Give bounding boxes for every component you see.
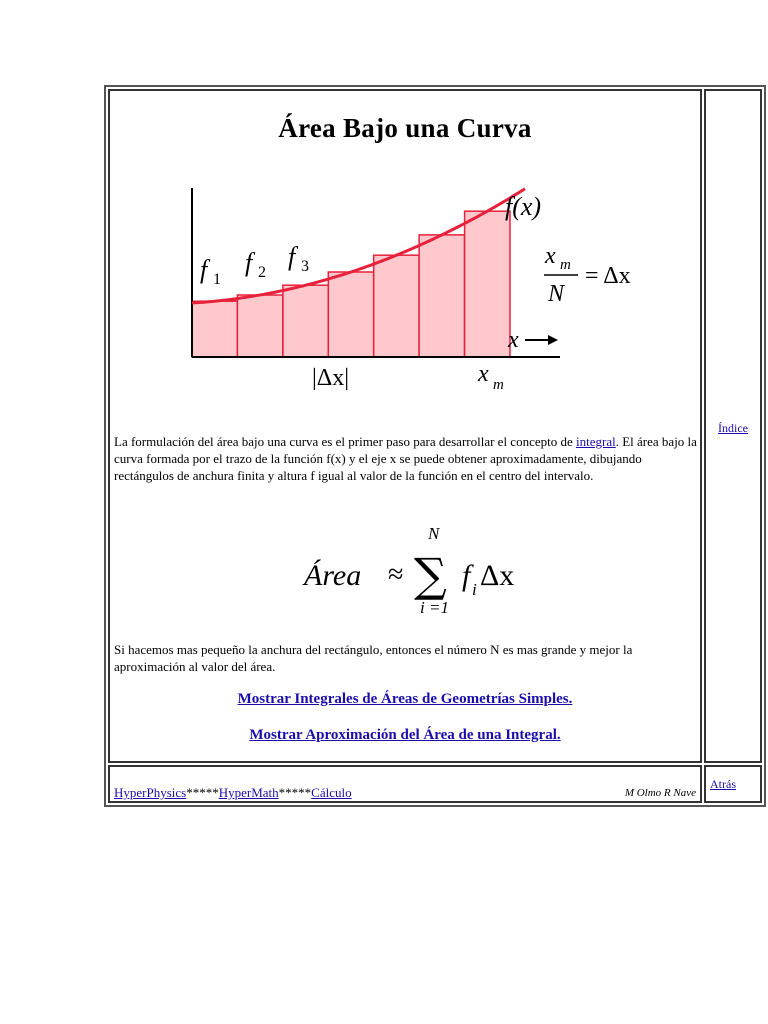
svg-text:= Δx: = Δx: [585, 263, 631, 289]
svg-text:x: x: [478, 361, 489, 387]
svg-text:x: x: [508, 327, 519, 353]
svg-text:i =1: i =1: [420, 598, 449, 615]
footer-links: HyperPhysics*****HyperMath*****Cálculo: [114, 785, 352, 800]
approximation-rectangle: [283, 285, 328, 357]
approximation-rectangle: [237, 295, 282, 357]
index-link[interactable]: Índice: [718, 421, 748, 435]
approximation-rectangle: [419, 235, 464, 357]
svg-text:m: m: [560, 257, 571, 273]
author-credit: M Olmo R Nave: [624, 787, 696, 799]
approximation-rectangle: [374, 255, 419, 357]
xm-label: [477, 361, 504, 393]
hypermath-link[interactable]: HyperMath: [218, 785, 279, 800]
approximation-link-row: [110, 727, 700, 744]
f1-label: [200, 255, 221, 288]
svg-text:Δx: Δx: [480, 559, 515, 592]
fx-label: f(x): [505, 192, 542, 221]
approximation-rectangle: [465, 211, 510, 357]
svg-text:N: N: [428, 524, 440, 543]
svg-text:1: 1: [213, 271, 221, 288]
delta-x-label: |Δx|: [312, 365, 350, 391]
side-nav-cell: [704, 89, 762, 763]
main-content-cell: [108, 89, 702, 763]
svg-text:m: m: [493, 377, 504, 393]
svg-text:2: 2: [258, 264, 266, 281]
svg-text:f: f: [462, 559, 471, 592]
xm-over-n-fraction: [544, 243, 631, 307]
geometries-link-row: [110, 691, 700, 708]
footer-side-cell: [704, 765, 762, 803]
svg-text:≈: ≈: [388, 559, 404, 590]
approximation-rectangle: [192, 301, 237, 357]
svg-text:f: f: [288, 242, 296, 271]
conclusion-paragraph: Si hacemos mas pequeño la anchura del rectángulo, entonces el número N es mas grande y mejor la aproximación al valor del área.: [114, 642, 633, 674]
svg-text:N: N: [548, 281, 565, 307]
svg-text:Área: Área: [304, 559, 362, 592]
integral-approximation-link[interactable]: Mostrar Aproximación del Área de una Integral.: [249, 727, 561, 743]
svg-text:x: x: [545, 243, 556, 269]
calculo-link[interactable]: Cálculo: [311, 785, 352, 800]
area-under-curve-figure: [180, 183, 660, 408]
page-frame: [104, 85, 766, 807]
approximation-rectangle: [328, 272, 373, 357]
svg-text:3: 3: [301, 258, 309, 275]
intro-paragraph: La formulación del área bajo una curva es el primer paso para desarrollar el concepto de integral. El área bajo la curva formada por el trazo de la función f(x) y el eje x se puede obtener aproximadamente, dibujando rectángulos de anchura finita y altura f igual al valor de la función en el centro del intervalo.: [114, 434, 697, 483]
page-title: Área Bajo una Curva: [278, 113, 532, 143]
x-direction-label: [507, 327, 558, 353]
f3-label: [288, 242, 309, 275]
footer-cell: [108, 765, 702, 803]
svg-text:f: f: [200, 255, 208, 284]
svg-text:f: f: [245, 248, 253, 277]
approximation-rectangles: [192, 211, 510, 357]
svg-text:i: i: [472, 580, 477, 599]
svg-text:∑: ∑: [414, 548, 447, 602]
back-link[interactable]: Atrás: [710, 777, 736, 791]
area-sum-formula: [300, 523, 540, 615]
simple-geometries-link[interactable]: Mostrar Integrales de Áreas de Geometrías Simples.: [237, 691, 573, 707]
integral-link[interactable]: integral: [576, 434, 616, 449]
hyperphysics-link[interactable]: HyperPhysics: [114, 785, 187, 800]
f2-label: [245, 248, 266, 281]
